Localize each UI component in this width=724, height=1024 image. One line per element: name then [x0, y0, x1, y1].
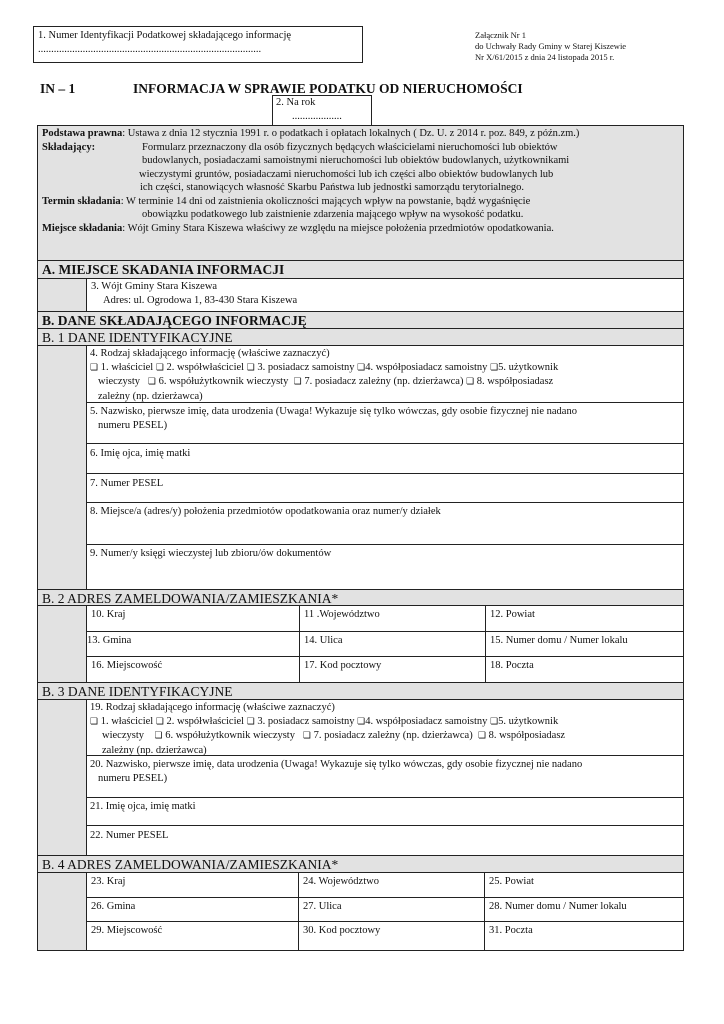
nip-input[interactable]: .....................................................................................: [38, 43, 262, 55]
field-18[interactable]: 18. Poczta: [485, 657, 683, 682]
form-code: IN – 1: [40, 81, 76, 96]
annex-note: [475, 30, 715, 63]
filers-line-1: Formularz przeznaczony dla osób fizycznych będących właścicielami nieruchomości lub obiektów: [142, 141, 558, 153]
annex-line-3: Nr X/61/2015 z dnia 24 listopada 2015 r.: [475, 52, 615, 62]
checkbox-co-owner[interactable]: ❏: [155, 716, 164, 727]
field-30[interactable]: 30. Kod pocztowy: [298, 922, 484, 950]
checkbox-co-dependent-possessor[interactable]: ❏: [477, 731, 487, 741]
filers-line-2: budowlanych, posiadaczami samoistnymi nieruchomości lub obiektów budowlanych, użytkownikami: [142, 155, 570, 166]
b4-gutter: [38, 873, 86, 950]
checkbox-co-perpetual-user[interactable]: ❏: [154, 731, 163, 741]
field-12[interactable]: 12. Powiat: [485, 606, 683, 632]
section-b-title: B. DANE SKŁADAJĄCEGO INFORMACJĘ: [38, 311, 683, 329]
field-5[interactable]: [87, 403, 683, 444]
nip-box: [33, 26, 363, 63]
field-16[interactable]: 16. Miejscowość: [86, 657, 299, 682]
field-6[interactable]: 6. Imię ojca, imię matki: [87, 444, 683, 474]
field-25[interactable]: 25. Powiat: [484, 873, 683, 898]
field-15[interactable]: 15. Numer domu / Numer lokalu: [485, 632, 683, 657]
deadline-line-2: obowiązku podatkowego lub zaistnienie zdarzenia mającego wpływ na wysokość podatku.: [142, 209, 524, 220]
field-29[interactable]: 29. Miejscowość: [86, 922, 298, 950]
field-23[interactable]: 23. Kraj: [86, 873, 298, 898]
checkbox-co-possessor[interactable]: ❏: [357, 362, 366, 373]
checkbox-owner[interactable]: ❏: [90, 716, 99, 727]
checkbox-dependent-possessor[interactable]: ❏: [302, 731, 311, 741]
field-17[interactable]: 17. Kod pocztowy: [299, 657, 485, 682]
field-4-row-3: zależny (np. dzierżawca): [98, 390, 203, 402]
b2-gutter: [38, 606, 86, 682]
annex-line-2: do Uchwały Rady Gminy w Starej Kiszewie: [475, 41, 627, 51]
field-5-label-2: numeru PESEL): [98, 419, 168, 431]
office-name: 3. Wójt Gminy Stara Kiszewa: [91, 281, 218, 292]
office-address: Adres: ul. Ogrodowa 1, 83-430 Stara Kiszewa: [103, 294, 298, 306]
b3-gutter: [38, 700, 86, 855]
field-19-label: 19. Rodzaj składającego informację (właściwe zaznaczyć): [90, 702, 335, 713]
checkbox-co-possessor[interactable]: ❏: [357, 716, 366, 727]
section-a-gutter: [38, 279, 86, 312]
checkbox-possessor[interactable]: ❏: [246, 716, 255, 727]
field-4-label: 4. Rodzaj składającego informację (właściwe zaznaczyć): [90, 348, 330, 359]
field-4-row-1: ❏ 1. właściciel ❏ 2. współwłaściciel ❏ 3. posiadacz samoistny ❏4. współposiadacz samoistny ❏5. użytkownik: [90, 361, 559, 373]
field-20-label-2: numeru PESEL): [98, 772, 168, 784]
b1-gutter: [38, 346, 86, 589]
field-31[interactable]: 31. Poczta: [484, 922, 683, 950]
field-10[interactable]: 10. Kraj: [86, 606, 299, 632]
field-20[interactable]: [87, 756, 683, 798]
field-9[interactable]: 9. Numer/y księgi wieczystej lub zbioru/ów dokumentów: [90, 548, 332, 559]
field-11[interactable]: 11 .Województwo: [299, 606, 485, 632]
year-input[interactable]: ...................: [292, 110, 342, 122]
section-a-title: A. MIEJSCE SKADANIA INFORMACJI: [38, 261, 683, 279]
field-22[interactable]: 22. Numer PESEL: [90, 830, 169, 841]
checkbox-co-perpetual-user[interactable]: ❏: [147, 377, 156, 387]
checkbox-co-owner[interactable]: ❏: [155, 362, 164, 373]
checkbox-possessor[interactable]: ❏: [246, 362, 255, 373]
checkbox-dependent-possessor[interactable]: ❏: [293, 377, 302, 387]
field-26[interactable]: 26. Gmina: [86, 898, 298, 922]
field-24[interactable]: 24. Województwo: [298, 873, 484, 898]
checkbox-co-dependent-possessor[interactable]: ❏: [466, 377, 475, 387]
field-20-label: 20. Nazwisko, pierwsze imię, data urodzenia (Uwaga! Wykazuje się tylko wówczas, gdy osobie fizycznej nie nadano: [90, 759, 583, 770]
page-title: INFORMACJA W SPRAWIE PODATKU OD NIERUCHOMOŚCI: [133, 81, 523, 96]
nip-label: 1. Numer Identyfikacji Podatkowej składającego informację: [38, 30, 292, 41]
b1-title: B. 1 DANE IDENTYFIKACYJNE: [38, 329, 683, 346]
deadline: Termin składania: W terminie 14 dni od zaistnienia okoliczności mających wpływ na powstanie, bądź wygaśnięcie: [42, 195, 531, 207]
checkbox-perpetual-user[interactable]: ❏: [490, 716, 499, 727]
checkbox-owner[interactable]: ❏: [90, 362, 99, 373]
checkbox-perpetual-user[interactable]: ❏: [490, 362, 499, 373]
field-19-row-2: wieczysty ❏ 6. współużytkownik wieczysty ❏ 7. posiadacz zależny (np. dzierżawca) ❏ 8. współposiadasz: [102, 730, 566, 741]
year-label: 2. Na rok: [276, 97, 316, 108]
b4-title: B. 4 ADRES ZAMELDOWANIA/ZAMIESZKANIA*: [38, 855, 683, 873]
b2-title: B. 2 ADRES ZAMELDOWANIA/ZAMIESZKANIA*: [38, 589, 683, 606]
field-4: [87, 346, 683, 403]
filers-line-4: ich części, stanowiących własność Skarbu Państwa lub jednostki samorządu terytorialnego.: [140, 182, 525, 193]
field-5-label: 5. Nazwisko, pierwsze imię, data urodzenia (Uwaga! Wykazuje się tylko wówczas, gdy osobie fizycznej nie nadano: [90, 406, 577, 417]
field-7[interactable]: 7. Numer PESEL: [87, 474, 683, 503]
field-27[interactable]: 27. Ulica: [298, 898, 484, 922]
legal-basis: Podstawa prawna: Ustawa z dnia 12 stycznia 1991 r. o podatkach i opłatach lokalnych ( Dz. U. z 2014 r. poz. 849, z późn.zm.): [42, 128, 580, 139]
field-8[interactable]: 8. Miejsce/a (adres/y) położenia przedmiotów opodatkowania oraz numer/y działek: [87, 503, 683, 545]
field-14[interactable]: 14. Ulica: [299, 632, 485, 657]
legal-info: [38, 126, 683, 261]
field-21[interactable]: 21. Imię ojca, imię matki: [87, 798, 683, 826]
annex-line-1: Załącznik Nr 1: [475, 30, 526, 40]
filers-line-3: wieczystymi gruntów, posiadaczami nieruchomości lub ich części albo obiektów budowlanych lub: [139, 168, 554, 180]
place: Miejsce składania: Wójt Gminy Stara Kiszewa właściwy ze względu na miejsce położenia przedmiotów opodatkowania.: [42, 222, 554, 234]
b3-title: B. 3 DANE IDENTYFIKACYJNE: [38, 682, 683, 700]
filers: [42, 141, 683, 155]
field-19: [87, 700, 683, 756]
field-19-row-3: zależny (np. dzierżawca): [102, 744, 207, 756]
filers-label: Składający:: [42, 141, 96, 153]
field-4-row-2: wieczysty ❏ 6. współużytkownik wieczysty ❏ 7. posiadacz zależny (np. dzierżawca) ❏ 8. współposiadasz: [98, 376, 554, 387]
field-28[interactable]: 28. Numer domu / Numer lokalu: [484, 898, 683, 922]
year-box: [272, 95, 372, 126]
field-13[interactable]: 13. Gmina: [86, 632, 299, 657]
section-a-content: [86, 279, 683, 312]
field-19-row-1: ❏ 1. właściciel ❏ 2. współwłaściciel ❏ 3. posiadacz samoistny ❏4. współposiadacz samoistny ❏5. użytkownik: [90, 715, 559, 727]
